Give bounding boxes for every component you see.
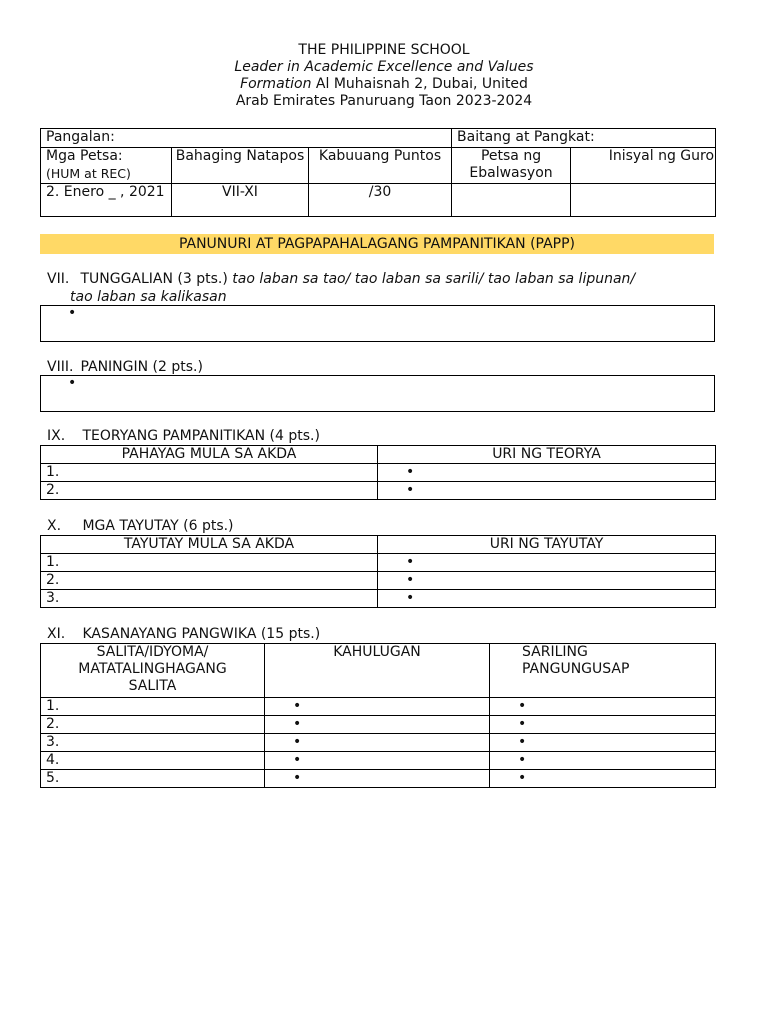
- answer-cell[interactable]: [265, 734, 490, 752]
- bullet-icon: •: [406, 482, 415, 498]
- school-address: Al Muhaisnah 2, Dubai, United: [311, 76, 528, 92]
- section-number: IX.: [47, 428, 66, 444]
- section-number: VII.: [47, 271, 70, 287]
- bullet-icon: •: [293, 752, 302, 768]
- table-row: [41, 482, 716, 500]
- part-value: VII-XI: [172, 184, 309, 217]
- answer-cell[interactable]: [490, 698, 716, 716]
- row-number[interactable]: 3.: [41, 590, 378, 608]
- paningin-answer-box[interactable]: [40, 375, 715, 412]
- section-x-heading: [47, 518, 234, 535]
- bullet-icon: •: [406, 464, 415, 480]
- answer-cell[interactable]: [490, 734, 716, 752]
- section-xi-heading: [47, 626, 320, 643]
- teorya-table: [40, 445, 716, 500]
- section-title: PANINGIN (2 pts.): [80, 359, 203, 375]
- bullet-icon: •: [518, 752, 527, 768]
- evaluation-date-value[interactable]: [452, 184, 571, 217]
- grade-section-field[interactable]: Baitang at Pangkat:: [452, 129, 716, 148]
- table-row: [41, 770, 716, 788]
- row-number[interactable]: 4.: [41, 752, 265, 770]
- bullet-icon: •: [293, 698, 302, 714]
- answer-cell[interactable]: [265, 698, 490, 716]
- section-title: KASANAYANG PANGWIKA (15 pts.): [82, 626, 321, 642]
- section-number: X.: [47, 518, 62, 534]
- school-name: THE PHILIPPINE SCHOOL: [298, 42, 470, 58]
- row-number[interactable]: 1.: [41, 698, 265, 716]
- section-ix-heading: [47, 428, 320, 445]
- header-line: MATATALINGHAGANG: [78, 661, 227, 677]
- row-number[interactable]: 3.: [41, 734, 265, 752]
- total-value[interactable]: /30: [309, 184, 452, 217]
- column-header: [490, 644, 716, 698]
- bullet-icon: •: [406, 590, 415, 606]
- answer-cell[interactable]: [378, 554, 716, 572]
- kasanayan-table: [40, 643, 716, 788]
- answer-cell[interactable]: [265, 770, 490, 788]
- tunggalian-answer-box[interactable]: [40, 305, 715, 342]
- row-number[interactable]: 2.: [41, 482, 378, 500]
- evaluation-date-label: Petsa ng Ebalwasyon: [452, 148, 571, 184]
- row-number[interactable]: 5.: [41, 770, 265, 788]
- column-header: [41, 644, 265, 698]
- bullet-icon: •: [293, 716, 302, 732]
- answer-cell[interactable]: [378, 572, 716, 590]
- section-title: MGA TAYUTAY (6 pts.): [82, 518, 234, 534]
- table-row: [41, 590, 716, 608]
- column-header: KAHULUGAN: [265, 644, 490, 698]
- table-row: [41, 734, 716, 752]
- column-header: TAYUTAY MULA SA AKDA: [41, 536, 378, 554]
- bullet-icon: •: [293, 770, 302, 786]
- column-header: PAHAYAG MULA SA AKDA: [41, 446, 378, 464]
- answer-cell[interactable]: [490, 752, 716, 770]
- header-line-3: [0, 76, 768, 93]
- date-label-cell: [41, 148, 172, 184]
- section-number: XI.: [47, 626, 66, 642]
- header-line: SARILING: [522, 644, 588, 660]
- name-field[interactable]: Pangalan:: [41, 129, 452, 148]
- row-number[interactable]: 1.: [41, 554, 378, 572]
- bullet-icon: •: [68, 375, 77, 391]
- section-banner: PANUNURI AT PAGPAPAHALAGANG PAMPANITIKAN (PAPP): [40, 234, 714, 254]
- date-value: 2. Enero _ , 2021: [41, 184, 172, 217]
- answer-cell[interactable]: [378, 590, 716, 608]
- section-vii-choices: tao laban sa tao/ tao laban sa sarili/ tao laban sa lipunan/: [232, 271, 636, 287]
- section-title: TUNGGALIAN (3 pts.): [80, 271, 228, 287]
- row-number[interactable]: 1.: [41, 464, 378, 482]
- section-viii-heading: [47, 359, 203, 376]
- row-number[interactable]: 2.: [41, 572, 378, 590]
- table-row: [41, 572, 716, 590]
- header-line: SALITA: [128, 678, 177, 694]
- answer-cell[interactable]: [490, 716, 716, 734]
- teacher-initial-value[interactable]: [571, 184, 716, 217]
- document-header: [0, 42, 768, 110]
- answer-cell[interactable]: [490, 770, 716, 788]
- school-year-line: Arab Emirates Panuruang Taon 2023-2024: [235, 93, 533, 109]
- table-row: [41, 716, 716, 734]
- tayutay-table: [40, 535, 716, 608]
- header-line: SALITA/IDYOMA/: [96, 644, 209, 660]
- bullet-icon: •: [293, 734, 302, 750]
- section-vii-heading: [47, 271, 635, 288]
- part-label: Bahaging Natapos: [172, 148, 309, 184]
- info-table: [40, 128, 716, 217]
- header-line: PANGUNGUSAP: [522, 661, 630, 677]
- total-label: Kabuuang Puntos: [309, 148, 452, 184]
- school-motto: Leader in Academic Excellence and Values: [234, 59, 534, 75]
- table-row: [41, 554, 716, 572]
- bullet-icon: •: [518, 716, 527, 732]
- answer-cell[interactable]: [265, 716, 490, 734]
- bullet-icon: •: [518, 698, 527, 714]
- column-header: URI NG TAYUTAY: [378, 536, 716, 554]
- date-sublabel: (HUM at REC): [46, 166, 131, 181]
- section-number: VIII.: [47, 359, 74, 375]
- column-header: URI NG TEORYA: [378, 446, 716, 464]
- section-title: TEORYANG PAMPANITIKAN (4 pts.): [82, 428, 320, 444]
- table-row: [41, 698, 716, 716]
- bullet-icon: •: [518, 770, 527, 786]
- bullet-icon: •: [518, 734, 527, 750]
- date-label: Mga Petsa:: [46, 148, 123, 164]
- teacher-initial-label: Inisyal ng Guro: [571, 148, 716, 184]
- bullet-icon: •: [406, 554, 415, 570]
- motto-continuation: Formation: [240, 76, 312, 92]
- answer-cell[interactable]: [378, 464, 716, 482]
- table-row: [41, 752, 716, 770]
- section-vii-choices-cont: tao laban sa kalikasan: [70, 289, 227, 305]
- bullet-icon: •: [68, 305, 77, 321]
- table-row: [41, 464, 716, 482]
- row-number[interactable]: 2.: [41, 716, 265, 734]
- answer-cell[interactable]: [265, 752, 490, 770]
- bullet-icon: •: [406, 572, 415, 588]
- answer-cell[interactable]: [378, 482, 716, 500]
